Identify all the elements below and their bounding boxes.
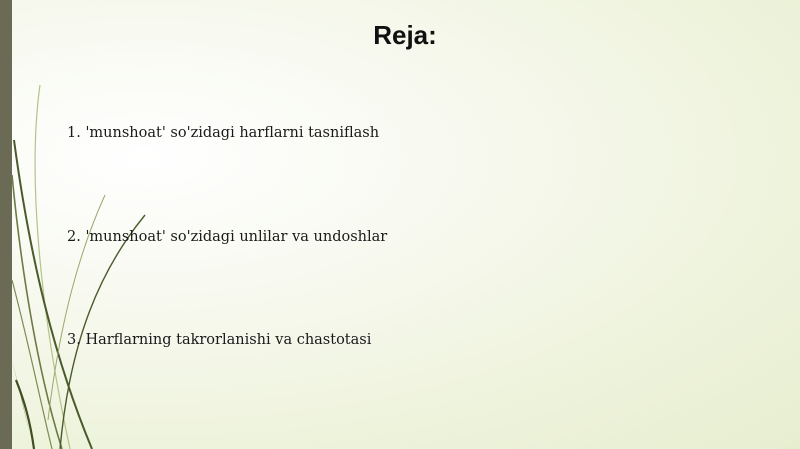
slide-title: Reja: [373,20,437,50]
plan-item-1: 1. 'munshoat' so'zidagi harflarni tasniflash [67,125,380,141]
plan-item-2: 2. 'munshoat' so'zidagi unlilar va undoshlar [67,229,388,245]
plan-item-3: 3. Harflarning takrorlanishi va chastotasi [67,332,372,348]
slide-left-bar [0,0,12,449]
